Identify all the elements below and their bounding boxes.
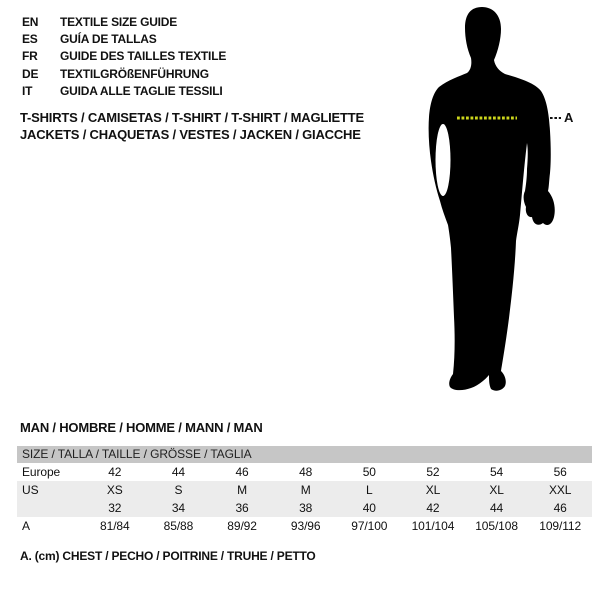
size-value-cell: 85/88 — [163, 519, 194, 533]
man-silhouette — [429, 7, 555, 391]
man-silhouette-svg — [405, 5, 600, 405]
size-value-cell: 54 — [489, 465, 504, 479]
language-title: TEXTILGRÖßENFÜHRUNG — [60, 66, 209, 81]
category-jackets: JACKETS / CHAQUETAS / VESTES / JACKEN / GIACCHE — [20, 127, 361, 142]
category-tshirts: T-SHIRTS / CAMISETAS / T-SHIRT / T-SHIRT / MAGLIETTE — [20, 110, 364, 125]
size-value-cell: 42 — [426, 501, 440, 515]
measure-label-a: A — [564, 110, 574, 125]
category-list — [20, 109, 364, 143]
size-value-cell: XXL — [548, 483, 572, 497]
size-value-cell: M — [237, 483, 248, 497]
table-row-us-numeric — [17, 499, 592, 517]
size-table-header: SIZE / TALLA / TAILLE / GRÖSSE / TAGLIA — [17, 446, 592, 463]
language-row — [22, 13, 226, 30]
size-value-cell: M — [300, 483, 311, 497]
language-row — [22, 30, 226, 47]
size-value-cell: 34 — [171, 501, 186, 515]
measurement-footnote: A. (cm) CHEST / PECHO / POITRINE / TRUHE / PETTO — [20, 549, 316, 563]
size-value-cell: 42 — [108, 465, 122, 479]
size-value-cell: XL — [489, 483, 504, 497]
language-title: TEXTILE SIZE GUIDE — [60, 14, 178, 29]
size-value-cell: 50 — [362, 465, 376, 479]
size-value-cell: 38 — [299, 501, 313, 515]
table-row-chest — [17, 517, 592, 535]
size-figure — [405, 5, 600, 405]
language-code: IT — [22, 84, 33, 99]
size-value-cell: L — [366, 483, 373, 497]
size-value-cell: 105/108 — [475, 519, 518, 533]
language-list — [22, 13, 226, 100]
size-table — [17, 446, 592, 535]
size-value-cell: XL — [425, 483, 441, 497]
language-row — [22, 83, 226, 100]
size-value-cell: 101/104 — [411, 519, 455, 533]
size-value-cell: 46 — [553, 501, 567, 515]
size-value-cell: 44 — [489, 501, 504, 515]
language-title: GUÍA DE TALLAS — [60, 32, 157, 47]
language-code: DE — [22, 66, 39, 81]
table-row-europe — [17, 463, 592, 481]
size-value-cell: 46 — [235, 465, 249, 479]
section-title-man: MAN / HOMBRE / HOMME / MANN / MAN — [20, 420, 263, 435]
row-label-cell: Europe — [22, 465, 61, 479]
size-value-cell: S — [174, 483, 183, 497]
language-code: FR — [22, 49, 38, 64]
size-value-cell: 44 — [171, 465, 186, 479]
table-row-us — [17, 481, 592, 499]
row-label-cell: A — [22, 519, 30, 533]
size-value-cell: XS — [106, 483, 123, 497]
language-code: ES — [22, 32, 38, 47]
language-title: GUIDA ALLE TAGLIE TESSILI — [60, 84, 223, 99]
size-value-cell: 32 — [108, 501, 122, 515]
size-value-cell: 40 — [362, 501, 376, 515]
size-value-cell: 93/96 — [290, 519, 321, 533]
language-row — [22, 65, 226, 82]
size-value-cell: 52 — [426, 465, 440, 479]
language-code: EN — [22, 14, 39, 29]
size-value-cell: 89/92 — [227, 519, 257, 533]
row-label-cell: US — [22, 483, 39, 497]
size-value-cell: 109/112 — [539, 519, 582, 533]
size-value-cell: 97/100 — [351, 519, 388, 533]
size-value-cell: 36 — [235, 501, 249, 515]
size-value-cell: 48 — [299, 465, 313, 479]
language-row — [22, 48, 226, 65]
size-value-cell: 56 — [553, 465, 567, 479]
arm-body-gap — [436, 124, 451, 196]
size-value-cell: 81/84 — [100, 519, 130, 533]
language-title: GUIDE DES TAILLES TEXTILE — [60, 49, 227, 64]
